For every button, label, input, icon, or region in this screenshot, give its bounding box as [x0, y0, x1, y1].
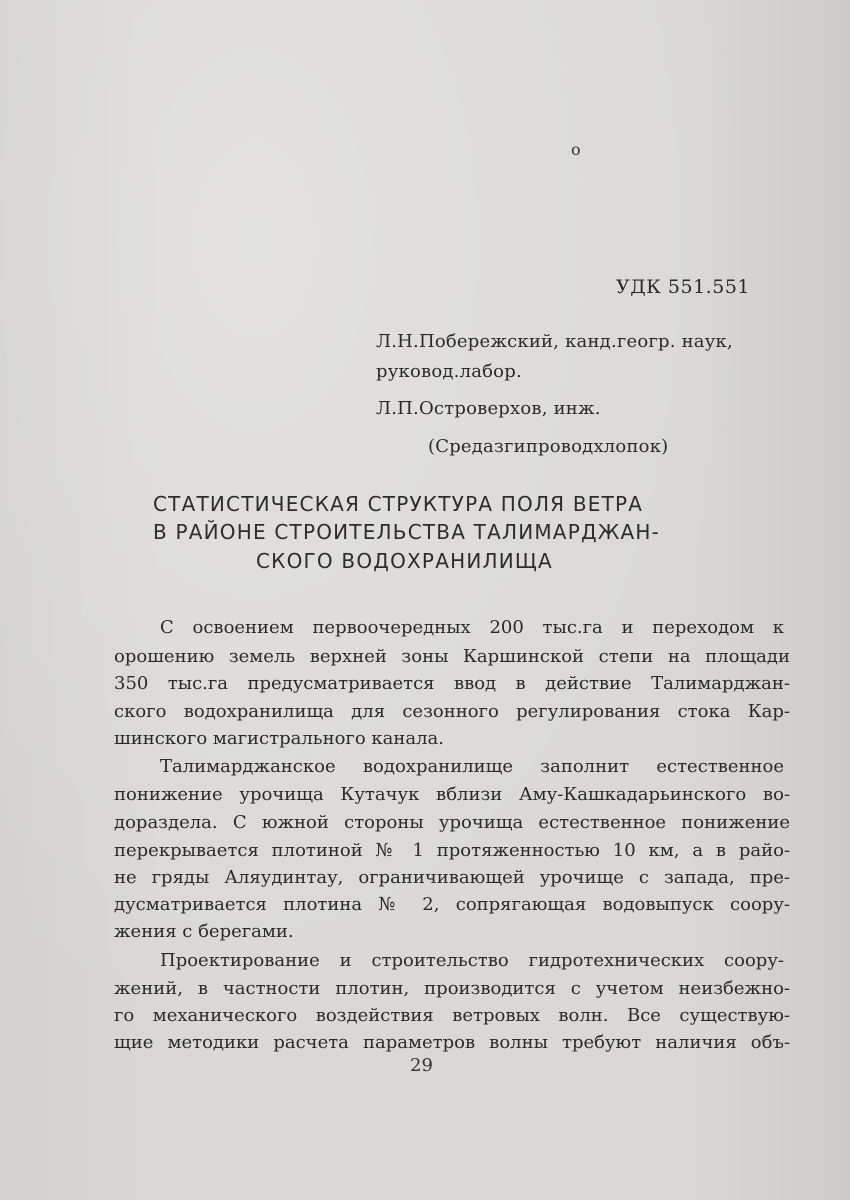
body-line: дораздела. С южной стороны урочища естественное понижение: [114, 812, 790, 833]
author-1-line-1: Л.Н.Побережский, канд.геогр. наук,: [376, 331, 733, 352]
body-line: перекрывается плотиной № 1 протяженностью 10 км, а в райо-: [114, 840, 790, 861]
body-line: щие методики расчета параметров волны требуют наличия объ-: [114, 1032, 790, 1053]
body-line: Талимарджанское водохранилище заполнит естественное: [160, 756, 784, 777]
body-line: 350 тыс.га предусматривается ввод в действие Талимарджан-: [114, 673, 790, 694]
body-line: шинского магистрального канала.: [114, 728, 444, 749]
body-line: не гряды Аляудинтау, ограничивающей урочище с запада, пре-: [114, 867, 790, 888]
body-line: го механического воздействия ветровых волн. Все существую-: [114, 1005, 790, 1026]
body-line: Проектирование и строительство гидротехнических соору-: [160, 950, 784, 971]
author-2: Л.П.Островерхов, инж.: [376, 398, 601, 419]
page-mark: o: [571, 140, 581, 159]
body-line: понижение урочища Кутачук вблизи Аму-Кашкадарьинского во-: [114, 784, 790, 805]
body-line: жения с берегами.: [114, 921, 294, 942]
page-number: 29: [410, 1055, 433, 1076]
body-line: жений, в частности плотин, производится с учетом неизбежно-: [114, 978, 790, 999]
body-line: ского водохранилища для сезонного регулирования стока Кар-: [114, 701, 790, 722]
author-1-line-2: руковод.лабор.: [376, 361, 522, 382]
body-line: С освоением первоочередных 200 тыс.га и переходом к: [160, 617, 784, 638]
body-line: орошению земель верхней зоны Каршинской степи на площади: [114, 646, 790, 667]
body-line: дусматривается плотина № 2, сопрягающая водовыпуск соору-: [114, 894, 790, 915]
title-line-1: СТАТИСТИЧЕСКАЯ СТРУКТУРА ПОЛЯ ВЕТРА: [153, 492, 644, 516]
udk-code: УДК 551.551: [616, 276, 750, 298]
title-line-2: В РАЙОНЕ СТРОИТЕЛЬСТВА ТАЛИМАРДЖАН-: [153, 520, 661, 544]
title-line-3: СКОГО ВОДОХРАНИЛИЩА: [256, 549, 553, 573]
organization: (Средазгипроводхлопок): [428, 436, 669, 457]
